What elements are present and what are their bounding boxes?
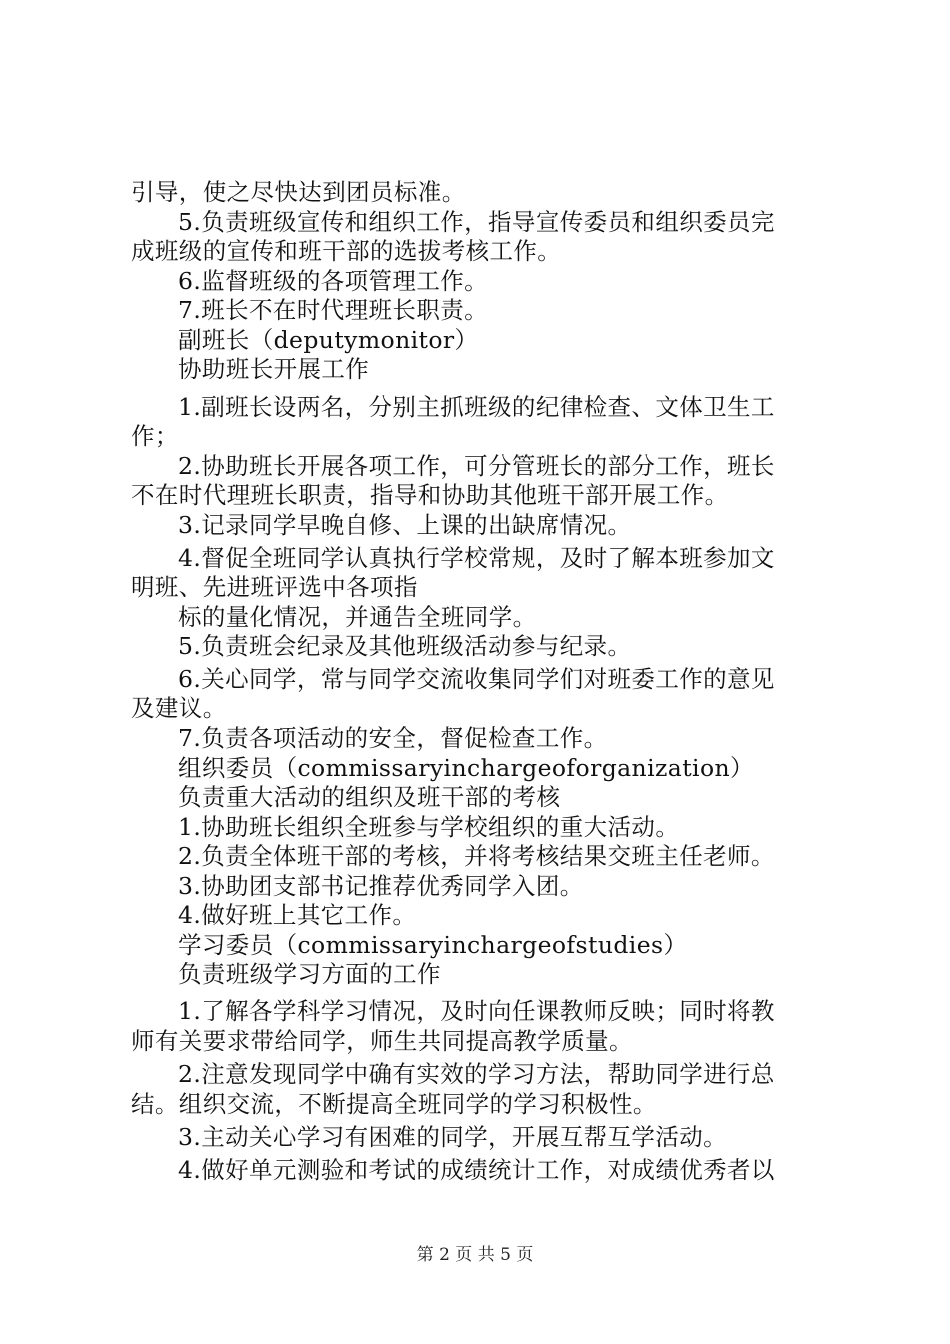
text-line: 3.协助团支部书记推荐优秀同学入团。 <box>178 872 584 900</box>
section-heading: 副班长（deputymonitor） <box>178 326 479 354</box>
text-line: 7.班长不在时代理班长职责。 <box>178 296 489 324</box>
page-number-footer: 第 2 页 共 5 页 <box>416 1245 534 1265</box>
text-line: 3.主动关心学习有困难的同学，开展互帮互学活动。 <box>178 1123 728 1151</box>
text-line: 2.注意发现同学中确有实效的学习方法，帮助同学进行总 <box>178 1060 775 1088</box>
section-subheading: 负责重大活动的组织及班干部的考核 <box>178 783 561 811</box>
text-line: 1.了解各学科学习情况，及时向任课教师反映；同时将教 <box>178 997 775 1025</box>
text-line: 6.监督班级的各项管理工作。 <box>178 267 489 295</box>
text-line: 5.负责班级宣传和组织工作，指导宣传委员和组织委员完 <box>178 208 775 236</box>
text-line: 成班级的宣传和班干部的选拔考核工作。 <box>131 237 562 265</box>
text-line: 6.关心同学，常与同学交流收集同学们对班委工作的意见 <box>178 665 775 693</box>
text-line: 1.协助班长组织全班参与学校组织的重大活动。 <box>178 813 680 841</box>
section-subheading: 协助班长开展工作 <box>178 355 370 383</box>
text-line: 5.负责班会纪录及其他班级活动参与纪录。 <box>178 632 632 660</box>
text-line: 作； <box>131 422 179 450</box>
section-heading: 组织委员（commissaryinchargeoforganization） <box>178 754 754 782</box>
section-heading: 学习委员（commissaryinchargeofstudies） <box>178 931 688 959</box>
text-line: 7.负责各项活动的安全，督促检查工作。 <box>178 724 608 752</box>
text-line: 标的量化情况，并通告全班同学。 <box>178 603 537 631</box>
text-line: 4.做好班上其它工作。 <box>178 901 417 929</box>
text-line: 师有关要求带给同学，师生共同提高教学质量。 <box>131 1027 633 1055</box>
text-line: 1.副班长设两名，分别主抓班级的纪律检查、文体卫生工 <box>178 393 775 421</box>
text-line: 引导，使之尽快达到团员标准。 <box>131 178 466 206</box>
text-line: 2.协助班长开展各项工作，可分管班长的部分工作，班长 <box>178 452 775 480</box>
text-line: 2.负责全体班干部的考核，并将考核结果交班主任老师。 <box>178 842 775 870</box>
section-subheading: 负责班级学习方面的工作 <box>178 960 441 988</box>
text-line: 4.做好单元测验和考试的成绩统计工作，对成绩优秀者以 <box>178 1156 775 1184</box>
text-line: 明班、先进班评选中各项指 <box>131 573 418 601</box>
text-line: 结。组织交流，不断提高全班同学的学习积极性。 <box>131 1090 657 1118</box>
text-line: 不在时代理班长职责，指导和协助其他班干部开展工作。 <box>131 481 729 509</box>
text-line: 4.督促全班同学认真执行学校常规，及时了解本班参加文 <box>178 544 775 572</box>
text-line: 3.记录同学早晚自修、上课的出缺席情况。 <box>178 511 632 539</box>
text-line: 及建议。 <box>131 694 227 722</box>
